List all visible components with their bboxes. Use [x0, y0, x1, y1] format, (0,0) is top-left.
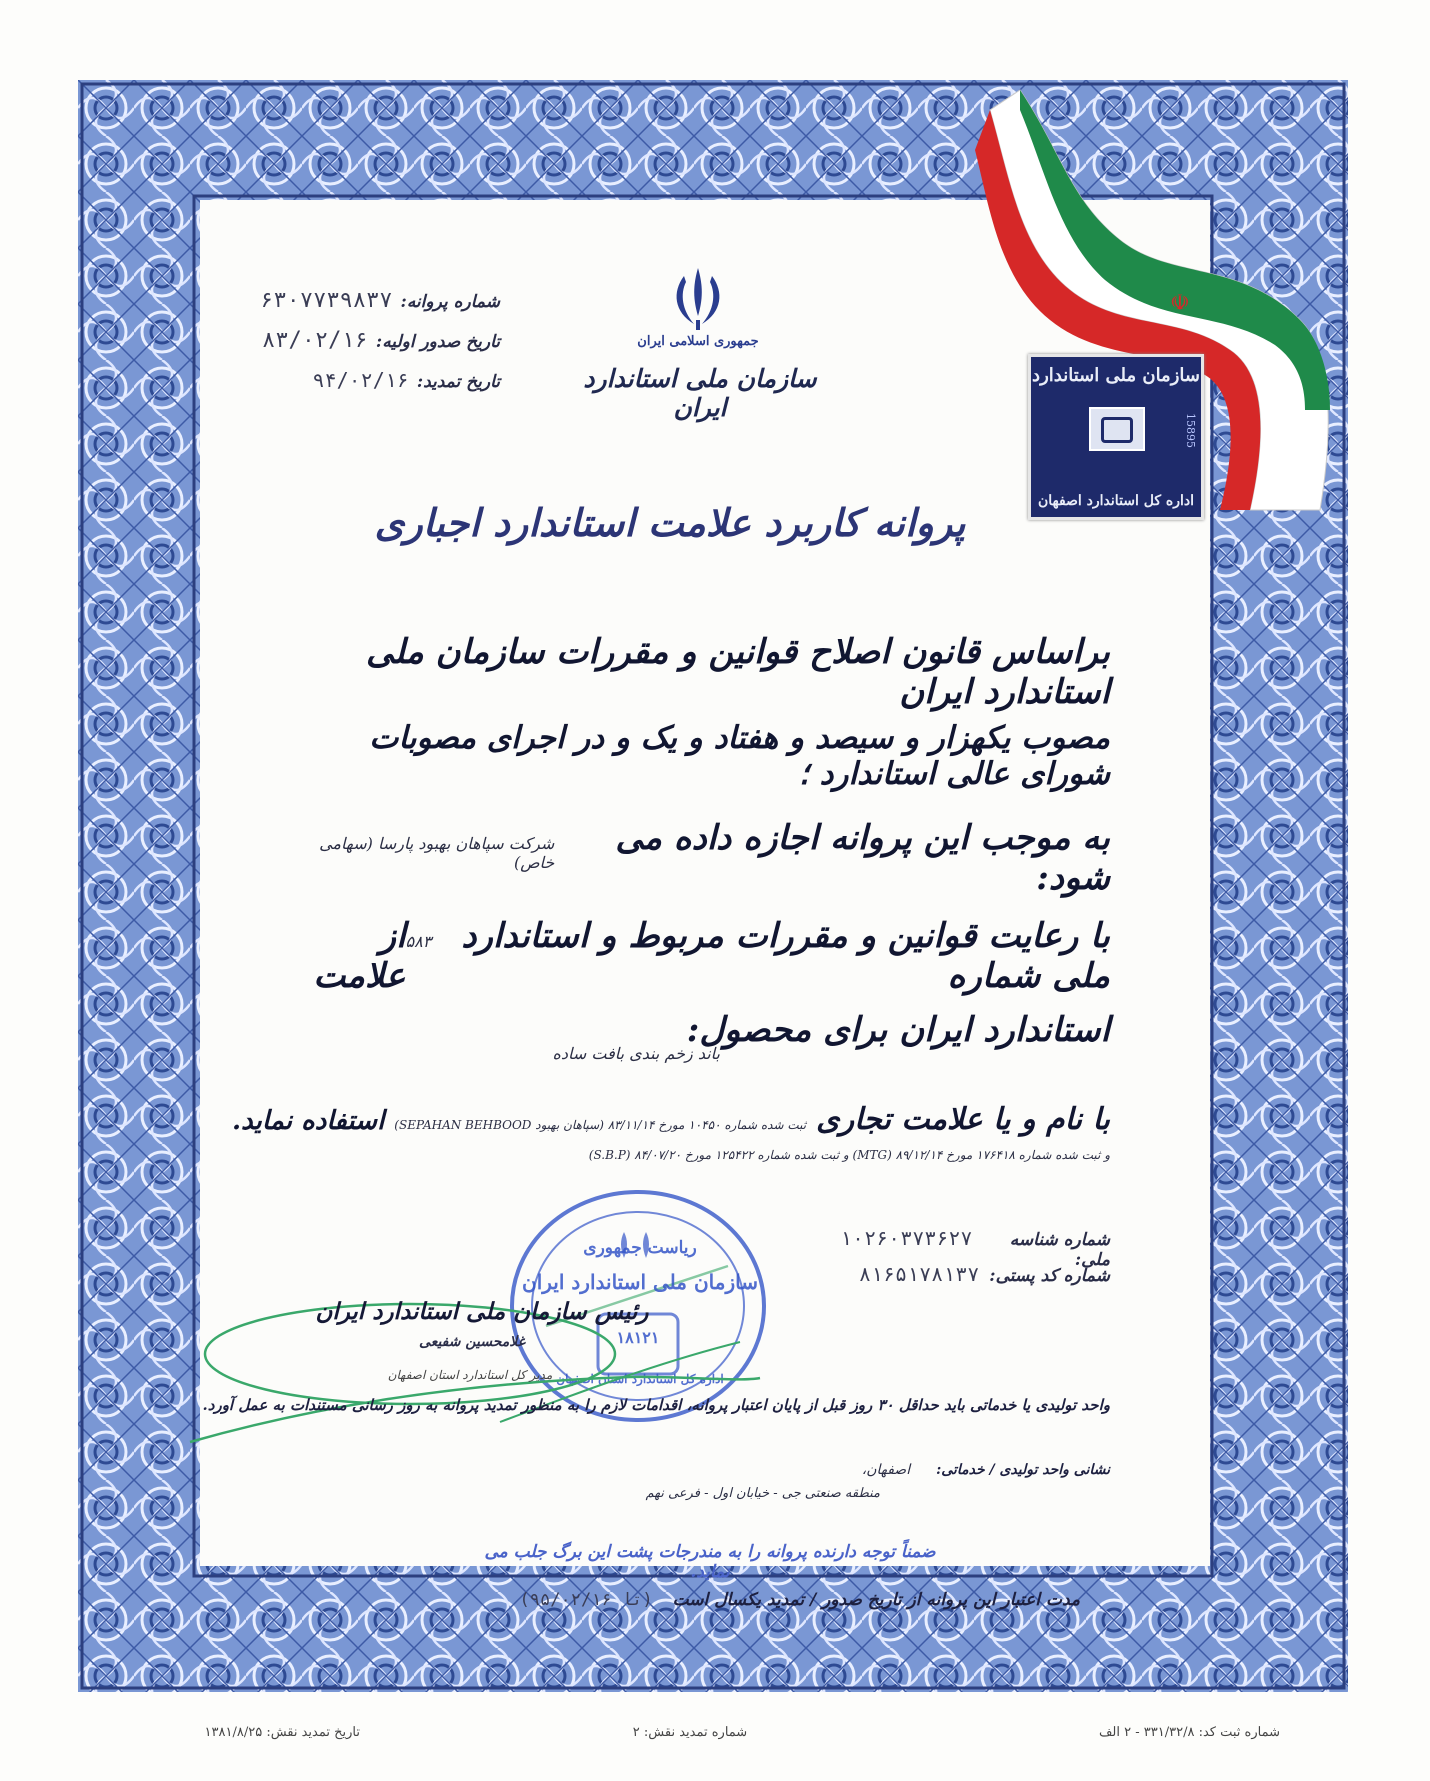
stamp-center-text: ۱۸۱۲۱ — [616, 1328, 660, 1347]
stamp-top-text: ریاست جمهوری — [583, 1238, 697, 1258]
mark-text: از علامت — [313, 916, 406, 996]
use-text: استفاده نماید. — [231, 1106, 385, 1136]
product-name: باند زخم بندی بافت ساده — [552, 1044, 720, 1063]
postal-code-row — [840, 1262, 1110, 1286]
footer-right: شماره ثبت کد: ۳۳۱/۳۲/۸ - ۲ الف — [1098, 1725, 1280, 1740]
standard-logo-icon — [1089, 407, 1145, 451]
standard-text: با رعایت قوانین و مقررات مربوط و استاندارد ملی شماره — [461, 916, 1110, 996]
svg-text:☫: ☫ — [1170, 291, 1190, 316]
license-number-label: شماره پروانه: — [400, 292, 500, 312]
address-row — [560, 1462, 1110, 1478]
footer-middle: شماره تمدید نقش: ۲ — [632, 1725, 748, 1740]
address-detail: منطقه صنعتی جی - خیابان اول - فرعی نهم — [645, 1486, 880, 1501]
footer-left: تاریخ تمدید نقش: ۱۳۸۱/۸/۲۵ — [204, 1725, 360, 1740]
renewal-notice: واحد تولیدی یا خدماتی باید حداقل ۳۰ روز قبل از پایان اعتبار پروانه، اقدامات لازم را به منظور تمدید پروانه به روز رسانی مستندات به عمل آورد. — [202, 1396, 1110, 1414]
trademark-detail-2: و ثبت شده شماره ۱۷۶۴۱۸ مورخ ۸۹/۱۲/۱۴ (MTG) و ثبت شده شماره ۱۲۵۴۲۲ مورخ ۸۴/۰۷/۲۰ (S.B.P) — [588, 1148, 1110, 1162]
national-id-value: ۱۰۲۶۰۳۷۳۶۲۷ — [840, 1226, 973, 1250]
postal-code-value: ۸۱۶۵۱۷۸۱۳۷ — [858, 1262, 980, 1286]
first-issue-label: تاریخ صدور اولیه: — [375, 332, 500, 352]
address-city: اصفهان، — [861, 1462, 911, 1478]
body-line-6 — [231, 1102, 1110, 1137]
renewal-value: ۹۴/۰۲/۱۶ — [312, 368, 409, 392]
renewal-label: تاریخ تمدید: — [416, 372, 500, 392]
hologram-serial: 15895 — [1184, 413, 1197, 448]
hologram-seal — [1028, 354, 1204, 520]
first-issue-value: ۸۳/۰۲/۱۶ — [261, 328, 368, 353]
permission-text: به موجب این پروانه اجازه داده می شود: — [615, 818, 1110, 898]
body-line-4 — [300, 916, 1110, 996]
stamp-middle-text: سازمان ملی استاندارد ایران — [522, 1270, 758, 1294]
validity-text: مدت اعتبار این پروانه از تاریخ صدور / تمدید یکسال است — [672, 1590, 1080, 1610]
postal-code-label: شماره کد پستی: — [989, 1266, 1110, 1286]
body-line-5: استاندارد ایران برای محصول: — [686, 1010, 1110, 1050]
national-id-label: شماره شناسه ملی: — [1009, 1230, 1110, 1270]
standard-number: ۵۸۳ — [405, 932, 432, 951]
signatory-name: غلامحسین شفیعی — [419, 1334, 525, 1350]
address-label: نشانی واحد تولیدی / خدماتی: — [936, 1462, 1110, 1478]
certificate-title: پروانه کاربرد علامت استاندارد اجباری — [374, 500, 966, 545]
body-line-1: براساس قانون اصلاح قوانین و مقررات سازمان ملی استاندارد ایران — [366, 632, 1110, 712]
hologram-line2: اداره کل استاندارد اصفهان — [1037, 493, 1195, 509]
trademark-detail-1: ثبت شده شماره ۱۰۴۵۰ مورخ ۸۳/۱۱/۱۴ (سپاهان بهبود SEPAHAN BEHBOOD) — [394, 1118, 807, 1132]
attachment-note: ضمناً توجه دارنده پروانه را به مندرجات پشت این برگ جلب می نماید. — [484, 1542, 936, 1582]
iran-emblem-icon — [664, 262, 732, 334]
company-name: شرکت سپاهان بهبود پارسا (سهامی خاص) — [319, 834, 555, 872]
stamp-bottom-text: اداره کل استاندارد استان اصفهان — [556, 1372, 724, 1386]
license-info — [260, 288, 500, 408]
body-line-2: مصوب یکهزار و سیصد و هفتاد و یک و در اجرای مصوبات شورای عالی استاندارد ؛ — [369, 720, 1110, 792]
hologram-line1: سازمان ملی استاندارد — [1032, 365, 1200, 386]
signatory-title: رئیس سازمان ملی استاندارد ایران — [315, 1298, 649, 1325]
license-number-value: ۶۳۰۷۷۳۹۸۳۷ — [260, 288, 393, 313]
organization-name: سازمان ملی استاندارد ایران — [583, 364, 817, 422]
trademark-text: با نام و یا علامت تجاری — [816, 1102, 1110, 1137]
validity-until: (تا ۹۵/۰۲/۱۶) — [519, 1590, 653, 1610]
validity-row — [360, 1590, 1080, 1610]
signatory-note: مدیر کل استاندارد استان اصفهان — [387, 1368, 553, 1382]
body-line-3 — [300, 818, 1110, 898]
emblem-caption: جمهوری اسلامی ایران — [637, 334, 759, 349]
